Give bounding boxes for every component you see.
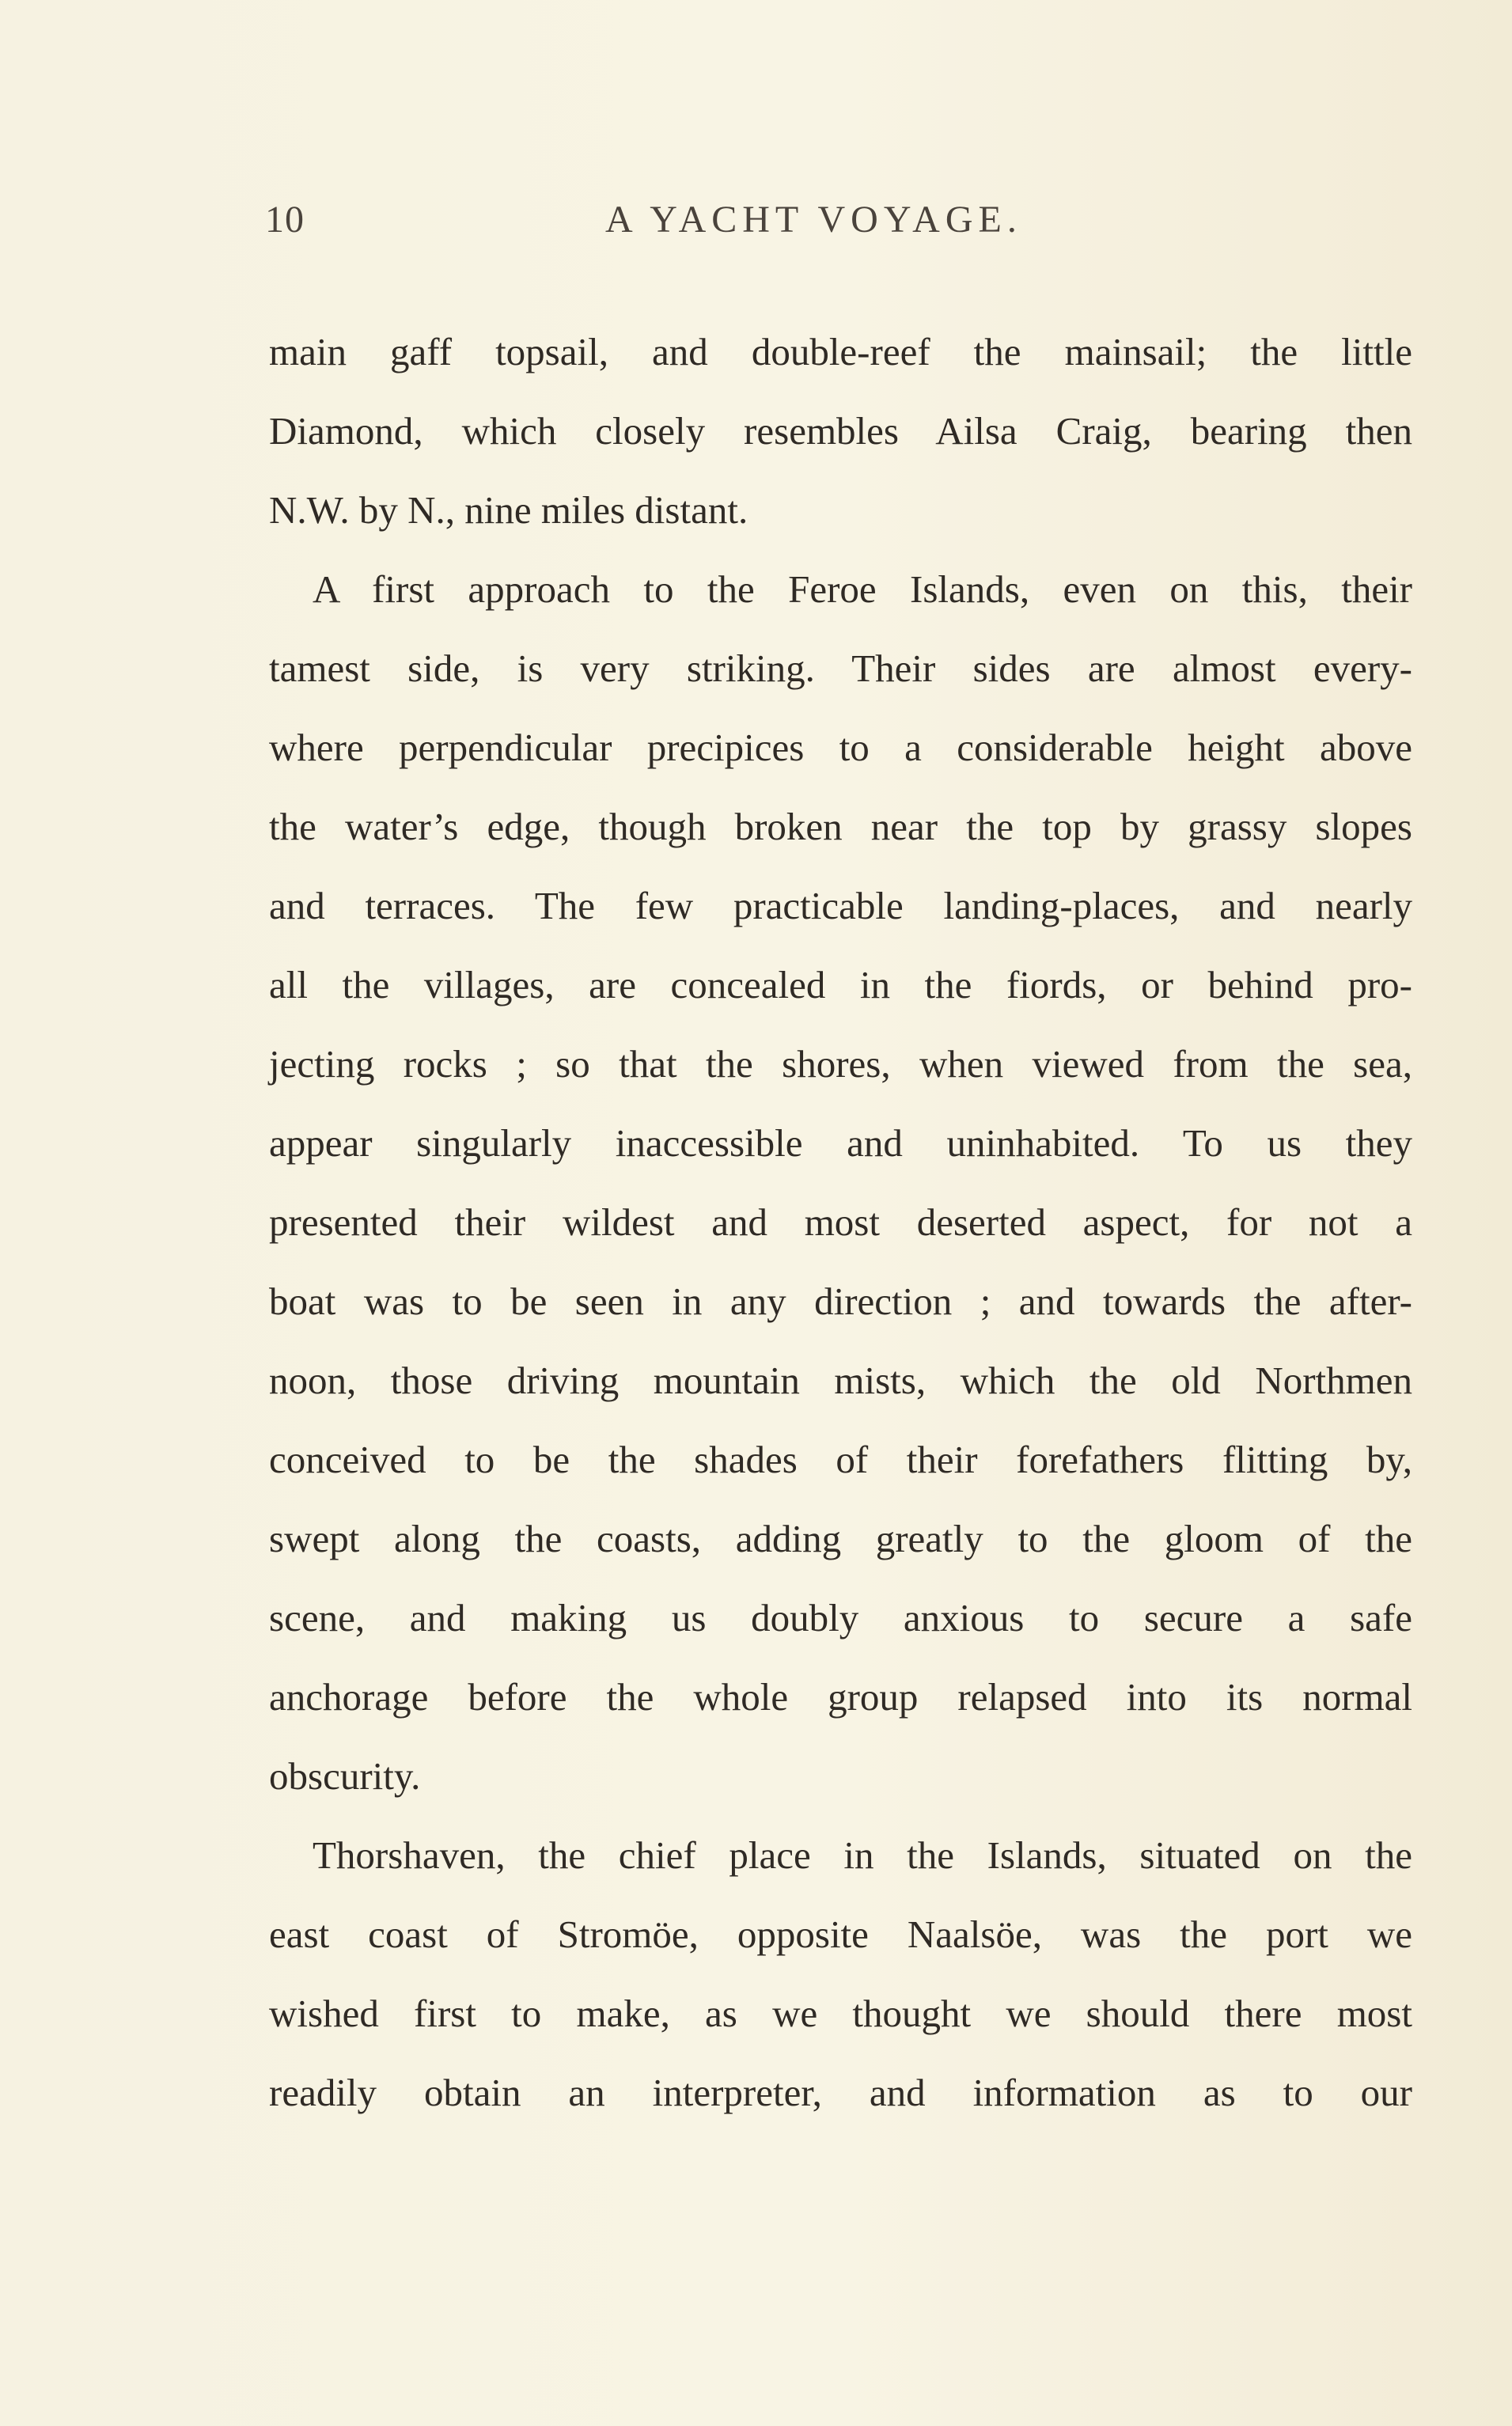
- text-line: tamest side, is very striking. Their sides are almost every-: [269, 646, 1412, 690]
- text-line: Thorshaven, the chief place in the Islands, situated on the: [313, 1833, 1412, 1877]
- text-line: and terraces. The few practicable landing-places, and nearly: [269, 884, 1412, 927]
- text-line: conceived to be the shades of their forefathers flitting by,: [269, 1438, 1412, 1481]
- text-line: obscurity.: [269, 1754, 421, 1798]
- text-line: readily obtain an interpreter, and information as to our: [269, 2071, 1412, 2114]
- text-line: appear singularly inaccessible and uninhabited. To us they: [269, 1121, 1412, 1165]
- text-line: east coast of Stromöe, opposite Naalsöe, was the port we: [269, 1912, 1412, 1956]
- body-text: [269, 313, 1412, 2132]
- text-line: wished first to make, as we thought we should there most: [269, 1992, 1412, 2035]
- text-line: N.W. by N., nine miles distant.: [269, 488, 748, 532]
- page-header: [265, 198, 1428, 261]
- page-number: 10: [265, 199, 305, 241]
- text-line: where perpendicular precipices to a considerable height above: [269, 726, 1412, 769]
- text-line: swept along the coasts, adding greatly to the gloom of the: [269, 1517, 1412, 1560]
- text-line: the water’s edge, though broken near the top by grassy slopes: [269, 805, 1412, 848]
- text-line: all the villages, are concealed in the fiords, or behind pro-: [269, 963, 1412, 1006]
- text-line: Diamond, which closely resembles Ailsa Craig, bearing then: [269, 409, 1412, 453]
- text-line: jecting rocks ; so that the shores, when viewed from the sea,: [269, 1042, 1412, 1086]
- text-line: A first approach to the Feroe Islands, even on this, their: [313, 567, 1412, 611]
- text-line: anchorage before the whole group relapsed into its normal: [269, 1675, 1412, 1719]
- text-line: noon, those driving mountain mists, which the old Northmen: [269, 1359, 1412, 1402]
- text-line: boat was to be seen in any direction ; and towards the after-: [269, 1279, 1412, 1323]
- text-line: scene, and making us doubly anxious to secure a safe: [269, 1596, 1412, 1639]
- text-line: main gaff topsail, and double-reef the mainsail; the little: [269, 330, 1412, 373]
- running-head: A YACHT VOYAGE.: [605, 199, 1022, 241]
- text-line: presented their wildest and most deserted aspect, for not a: [269, 1200, 1412, 1244]
